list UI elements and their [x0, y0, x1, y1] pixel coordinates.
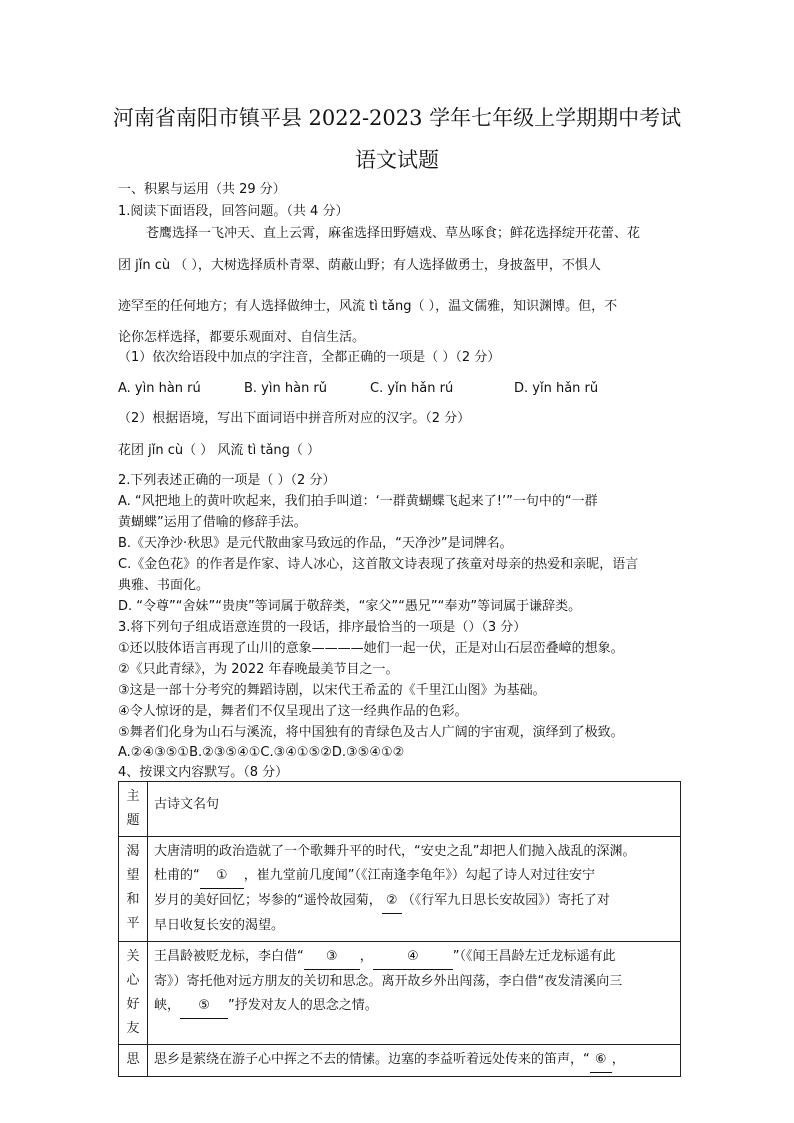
question-2-option-a-cont: 黄蝴蝶”运用了借喻的修辞手法。 [118, 515, 307, 530]
passage-line: 团 jǐn cù （ ），大树选择质朴青翠、荫蔽山野；有人选择做勇士，身披盔甲，不惧人 [118, 258, 601, 273]
question-3-sentence: ③这是一部十分考究的舞蹈诗剧，以宋代王希孟的《千里江山图》为基础。 [118, 683, 546, 698]
option-d[interactable]: D. yǐn hǎn rǔ [514, 381, 599, 396]
question-3-stem: 3.将下列句子组成语意连贯的一段话，排序最恰当的一项是（）（3 分） [118, 620, 527, 635]
theme-cell: 思 [119, 1045, 148, 1077]
question-1-sub2: （2）根据语境，写出下面词语中拼音所对应的汉字。（2 分） [118, 411, 471, 426]
blank-4[interactable]: ④ [373, 945, 453, 970]
passage-line: 迹罕至的任何地方；有人选择做绅士，风流 tì tǎng（ ），温文儒雅，知识渊博。但，不 [118, 299, 618, 314]
option-b[interactable]: B. yìn hàn rǔ [244, 381, 328, 396]
question-2-option-c-cont: 典雅、书面化。 [118, 578, 210, 593]
question-1-stem: 1.阅读下面语段，回答问题。（共 4 分） [118, 204, 349, 219]
passage-line: 论你怎样选择，都要乐观面对、自信生活。 [118, 330, 366, 345]
question-1-fill[interactable]: 花团 jǐn cù（ ） 风流 tì tǎng（ ） [118, 443, 321, 458]
blank-3[interactable]: ③ [304, 945, 360, 970]
question-4-stem: 4、按课文内容默写。（8 分） [118, 765, 289, 780]
question-3-sentence: ②《只此青绿》，为 2022 年春晚最美节目之一。 [118, 662, 399, 677]
header-content: 古诗文名句 [148, 782, 681, 837]
question-3-sentence: ⑤舞者们化身为山石与溪流，将中国独有的青绿色及古人广阔的宇宙观，演绎到了极致。 [118, 725, 624, 740]
theme-cell: 渴 望 和 平 [119, 837, 148, 942]
table-row [119, 837, 681, 942]
question-2-option-b[interactable]: B.《天净沙·秋思》是元代散曲家马致远的作品，“天净沙”是词牌名。 [118, 536, 513, 551]
blank-5[interactable]: ⑤ [180, 994, 228, 1019]
content-cell: 王昌龄被贬龙标，李白借“ ③ ， ④ ”（《闻王昌龄左迁龙标遥有此 寄》）寄托他对远方朋友的关切和思念。离开故乡外出闯荡，李白借“夜发清溪向三 峡， ⑤ ”抒发对友人的思念之情。 [148, 942, 681, 1045]
option-a[interactable]: A. yìn hàn rú [118, 381, 201, 396]
question-2-option-d[interactable]: D. “令尊”“舍妹”“贵庚”等词属于敬辞类，“家父”“愚兄”“奉劝”等词属于谦辞类。 [118, 599, 582, 614]
question-3-options[interactable]: A.②④③⑤①B.②③⑤④①C.③④①⑤②D.③⑤④①② [118, 745, 405, 760]
theme-cell: 关 心 好 友 [119, 942, 148, 1045]
question-2-stem: 2.下列表述正确的一项是（ ）（2 分） [118, 473, 336, 488]
blank-6[interactable]: ⑥ [590, 1048, 612, 1073]
table-header-row [119, 782, 681, 837]
question-3-sentence: ④令人惊讶的是，舞者们不仅呈现出了这一经典作品的色彩。 [118, 704, 468, 719]
content-cell: 大唐清明的政治造就了一个歌舞升平的时代，“安史之乱”却把人们抛入战乱的深渊。 杜甫的“ ① ，崔九堂前几度闻”（《江南逢李龟年》）勾起了诗人对过往安宁 岁月的美好回忆；岑参的“遥怜故园菊， ② （《行军九日思长安故园》）寄托了对 早日收复长安的渴望。 [148, 837, 681, 942]
exam-title: 河南省南阳市镇平县 2022-2023 学年七年级上学期期中考试 [112, 106, 682, 130]
blank-1[interactable]: ① [200, 864, 244, 889]
question-2-option-c[interactable]: C.《金色花》的作者是作家、诗人冰心，这首散文诗表现了孩童对母亲的热爱和亲昵，语言 [118, 557, 639, 572]
content-cell: 思乡是萦绕在游子心中挥之不去的情愫。边塞的李益听着远处传来的笛声，“ ⑥ ， [148, 1045, 681, 1077]
poem-table [118, 781, 681, 1077]
exam-subtitle: 语文试题 [355, 148, 439, 172]
header-theme: 主 题 [119, 782, 148, 837]
table-row [119, 1045, 681, 1077]
question-2-option-a[interactable]: A. “风把地上的黄叶吹起来，我们拍手叫道：‘一群黄蝴蝶飞起来了!’”一句中的“一群 [118, 494, 598, 509]
passage-line: 苍鹰选择一飞冲天、直上云霄，麻雀选择田野嬉戏、草丛啄食；鲜花选择绽开花蕾、花 [146, 226, 641, 241]
option-c[interactable]: C. yǐn hǎn rú [370, 381, 454, 396]
blank-2[interactable]: ② [382, 889, 402, 914]
question-3-sentence: ①还以肢体语言再现了山川的意象————她们一起一伏，正是对山石层峦叠嶂的想象。 [118, 641, 624, 656]
question-1-options [118, 382, 598, 395]
section-heading: 一、积累与运用（共 29 分） [118, 182, 286, 197]
question-1-sub1: （1）依次给语段中加点的字注音，全都正确的一项是（ ）（2 分） [118, 350, 501, 365]
table-row [119, 942, 681, 1045]
